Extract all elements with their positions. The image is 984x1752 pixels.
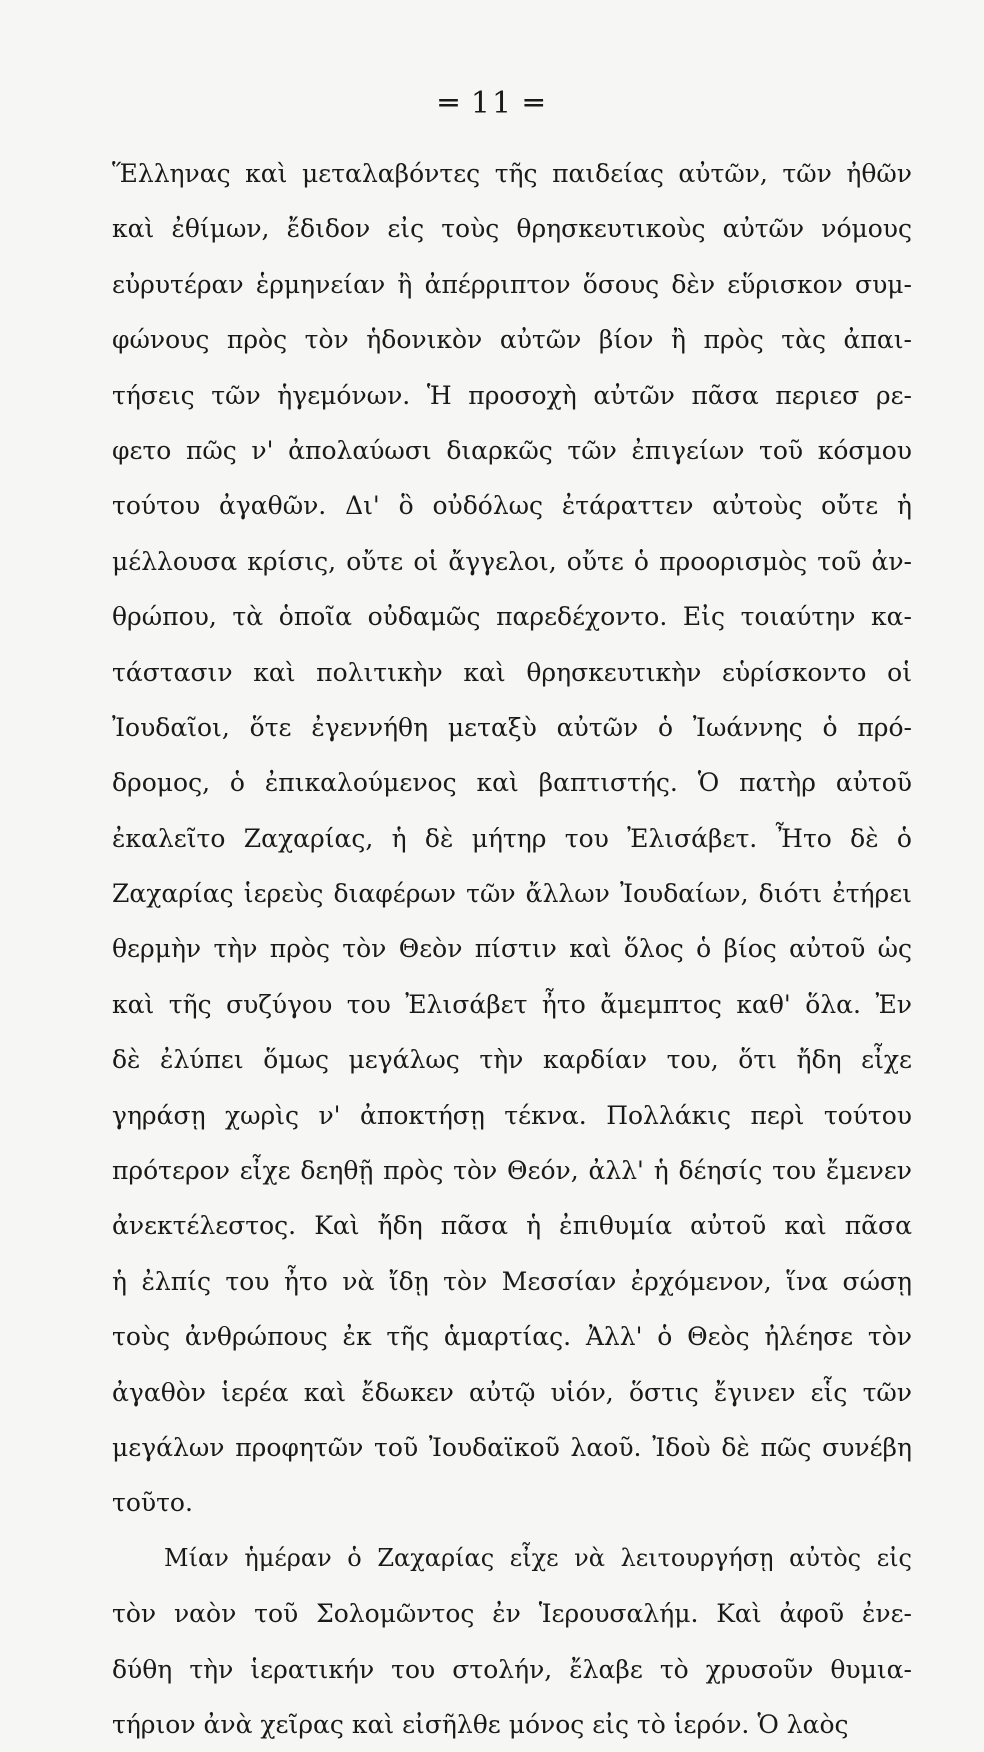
text-line: δύθη τὴν ἱερατικήν του στολήν, ἔλαβε τὸ χρυσοῦν θυμια- bbox=[112, 1654, 912, 1684]
text-line: μέλλουσα κρίσις, οὔτε οἱ ἄγγελοι, οὔτε ὁ προορισμὸς τοῦ ἀν- bbox=[112, 546, 912, 576]
text-line: καὶ τῆς συζύγου του Ἐλισάβετ ἦτο ἄμεμπτος καθ' ὅλα. Ἐν bbox=[112, 989, 912, 1019]
body-text bbox=[112, 146, 912, 1752]
text-line: Ζαχαρίας ἱερεὺς διαφέρων τῶν ἄλλων Ἰουδαίων, διότι ἐτήρει bbox=[112, 879, 912, 909]
text-line: Ἰουδαῖοι, ὅτε ἐγεννήθη μεταξὺ αὐτῶν ὁ Ἰωάννης ὁ πρό- bbox=[112, 712, 912, 742]
text-line: δρομος, ὁ ἐπικαλούμενος καὶ βαπτιστής. Ὁ πατὴρ αὐτοῦ bbox=[112, 768, 912, 798]
text-line: Μίαν ἡμέραν ὁ Ζαχαρίας εἶχε νὰ λειτουργήσῃ αὐτὸς εἰς bbox=[164, 1543, 912, 1572]
text-line: τήσεις τῶν ἡγεμόνων. Ἡ προσοχὴ αὐτῶν πᾶσα περιεσ ρε- bbox=[112, 380, 912, 410]
text-line: ἀγαθὸν ἱερέα καὶ ἔδωκεν αὐτῷ υἱόν, ὅστις ἔγινεν εἷς τῶν bbox=[112, 1377, 912, 1407]
text-line: ἡ ἐλπίς του ἦτο νὰ ἴδῃ τὸν Μεσσίαν ἐρχόμενον, ἵνα σώσῃ bbox=[112, 1266, 912, 1296]
text-line: τοὺς ἀνθρώπους ἐκ τῆς ἁμαρτίας. Ἀλλ' ὁ Θεὸς ἠλέησε τὸν bbox=[112, 1322, 912, 1352]
text-line: ἐκαλεῖτο Ζαχαρίας, ἡ δὲ μήτηρ του Ἐλισάβετ. Ἦτο δὲ ὁ bbox=[112, 823, 912, 853]
text-line: ἀνεκτέλεστος. Καὶ ἤδη πᾶσα ἡ ἐπιθυμία αὐτοῦ καὶ πᾶσα bbox=[112, 1211, 912, 1241]
text-line: δὲ ἐλύπει ὅμως μεγάλως τὴν καρδίαν του, ὅτι ἤδη εἶχε bbox=[112, 1045, 912, 1075]
page-number: ═ 11 ═ bbox=[439, 86, 545, 121]
text-line: πρότερον εἶχε δεηθῇ πρὸς τὸν Θεόν, ἀλλ' ἡ δέησίς του ἔμενεν bbox=[112, 1156, 912, 1186]
text-line: τὸν ναὸν τοῦ Σολομῶντος ἐν Ἱερουσαλήμ. Καὶ ἀφοῦ ἐνε- bbox=[112, 1599, 912, 1629]
text-line: καὶ ἐθίμων, ἔδιδον εἰς τοὺς θρησκευτικοὺς αὐτῶν νόμους bbox=[112, 214, 912, 244]
text-line: τήριον ἀνὰ χεῖρας καὶ εἰσῆλθε μόνος εἰς τὸ ἱερόν. Ὁ λαὸς bbox=[112, 1709, 849, 1739]
text-line: φώνους πρὸς τὸν ἡδονικὸν αὐτῶν βίον ἢ πρὸς τὰς ἀπαι- bbox=[112, 325, 912, 355]
text-line: θερμὴν τὴν πρὸς τὸν Θεὸν πίστιν καὶ ὅλος ὁ βίος αὐτοῦ ὡς bbox=[112, 934, 912, 964]
paragraph bbox=[112, 1531, 912, 1752]
text-line: φετο πῶς ν' ἀπολαύωσι διαρκῶς τῶν ἐπιγείων τοῦ κόσμου bbox=[112, 435, 912, 465]
paragraph bbox=[112, 146, 912, 1531]
text-line: θρώπου, τὰ ὁποῖα οὐδαμῶς παρεδέχοντο. Εἰς τοιαύτην κα- bbox=[112, 602, 912, 632]
text-line: Ἕλληνας καὶ μεταλαβόντες τῆς παιδείας αὐτῶν, τῶν ἠθῶν bbox=[112, 159, 912, 188]
text-line: τοῦτο. bbox=[112, 1488, 193, 1518]
text-line: γηράσῃ χωρὶς ν' ἀποκτήσῃ τέκνα. Πολλάκις περὶ τούτου bbox=[112, 1100, 912, 1130]
text-line: τούτου ἀγαθῶν. Δι' ὃ οὐδόλως ἐτάραττεν αὐτοὺς οὔτε ἡ bbox=[112, 491, 912, 521]
text-line: τάστασιν καὶ πολιτικὴν καὶ θρησκευτικὴν εὑρίσκοντο οἱ bbox=[112, 657, 912, 687]
text-line: μεγάλων προφητῶν τοῦ Ἰουδαϊκοῦ λαοῦ. Ἰδοὺ δὲ πῶς συνέβη bbox=[112, 1432, 912, 1462]
text-line: εὐρυτέραν ἑρμηνείαν ἢ ἀπέρριπτον ὅσους δὲν εὕρισκον συμ- bbox=[112, 269, 912, 299]
